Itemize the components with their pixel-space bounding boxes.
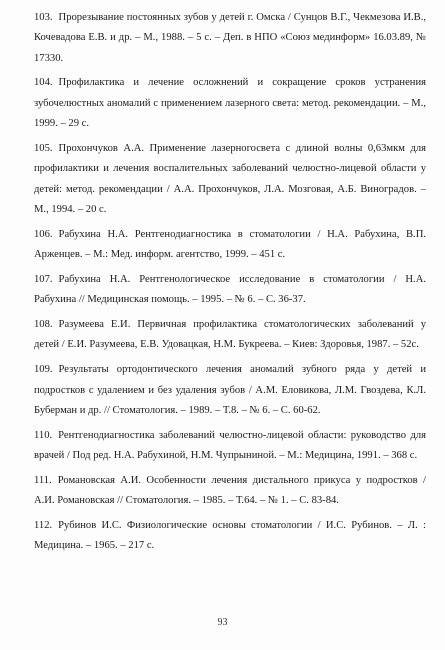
reference-number: 112.: [34, 520, 53, 532]
reference-text: Прорезывание постоянных зубов у детей г. Омска / Сунцов В.Г., Чекмезова И.В., Кочевадова Е.В. и др. – М., 1988. – 5 с. – Деп. в НПО «Союз мединформ» 16.03.89, № 17330.: [34, 12, 426, 64]
reference-text: Результаты ортодонтического лечения аномалий зубного ряда у детей и подростков с удалением и без удаления зубов / А.М. Еловикова, Л.М. Гвоздева, К.Л. Буберман и др. // Стоматология. – 1989. – Т.8. – № 6. – С. 60-62.: [34, 364, 426, 416]
reference-number: 103.: [34, 12, 53, 23]
reference-number: 104.: [34, 77, 53, 89]
reference-text: Рентгенодиагностика заболеваний челюстно-лицевой области: руководство для врачей / Под ред. Н.А. Рабухиной, Н.М. Чупрыниной. – М.: Медицина, 1991. – 368 с.: [34, 429, 426, 462]
reference-text: Рабухина Н.А. Рентгенодиагностика в стоматологии / Н.А. Рабухина, В.П. Арженцев. – М.: Мед. информ. агентство, 1999. – 451 с.: [34, 228, 426, 261]
reference-item: [24, 73, 426, 134]
reference-number: 111.: [34, 474, 52, 486]
reference-item: [24, 471, 426, 512]
reference-number: 106.: [34, 228, 53, 240]
reference-item: [24, 516, 426, 557]
reference-item: [24, 270, 426, 311]
reference-item: [24, 8, 426, 69]
reference-text: Профилактика и лечение осложнений и сокращение сроков устранения зубочелюстных аномалий с применением лазерного света: метод. рекомендации. – М., 1999. – 29 с.: [34, 77, 426, 130]
reference-number: 108.: [34, 319, 53, 331]
reference-text: Рубинов И.С. Физиологические основы стоматологии / И.С. Рубинов. – Л. : Медицина. – 1965. – 217 с.: [34, 520, 426, 552]
page-number: 93: [217, 617, 228, 628]
reference-number: 105.: [34, 142, 53, 154]
reference-number: 110.: [34, 429, 53, 441]
reference-text: Романовская А.И. Особенности лечения дистального прикуса у подростков / А.И. Романовская // Стоматология. – 1985. – Т.64. – № 1. – С. 83-84.: [34, 474, 426, 507]
reference-list: [24, 8, 426, 561]
reference-text: Разумеева Е.И. Первичная профилактика стоматологических заболеваний у детей / Е.И. Разумеева, Е.В. Удовацкая, Н.М. Букреева. – Киев: Здоровья, 1987. – 52с.: [34, 319, 426, 351]
reference-item: [24, 360, 426, 421]
reference-number: 107.: [34, 273, 53, 285]
reference-text: Прохончуков А.А. Применение лазерногосвета с длиной волны 0,63мкм для профилактики и лечения воспалительных заболеваний челюстно-лицевой области у детей: метод. рекомендации / А.А. Прохончуков, Л.А. Мозговая, А.Б. Виноградов. – М., 1994. – 20 с.: [34, 142, 426, 215]
reference-item: [24, 315, 426, 356]
reference-item: [24, 426, 426, 467]
reference-number: 109.: [34, 364, 53, 376]
reference-item: [24, 139, 426, 220]
reference-item: [24, 225, 426, 266]
reference-text: Рабухина Н.А. Рентгенологическое исследование в стоматологии / Н.А. Рабухина // Медицинская помощь. – 1995. – № 6. – С. 36-37.: [34, 273, 426, 306]
